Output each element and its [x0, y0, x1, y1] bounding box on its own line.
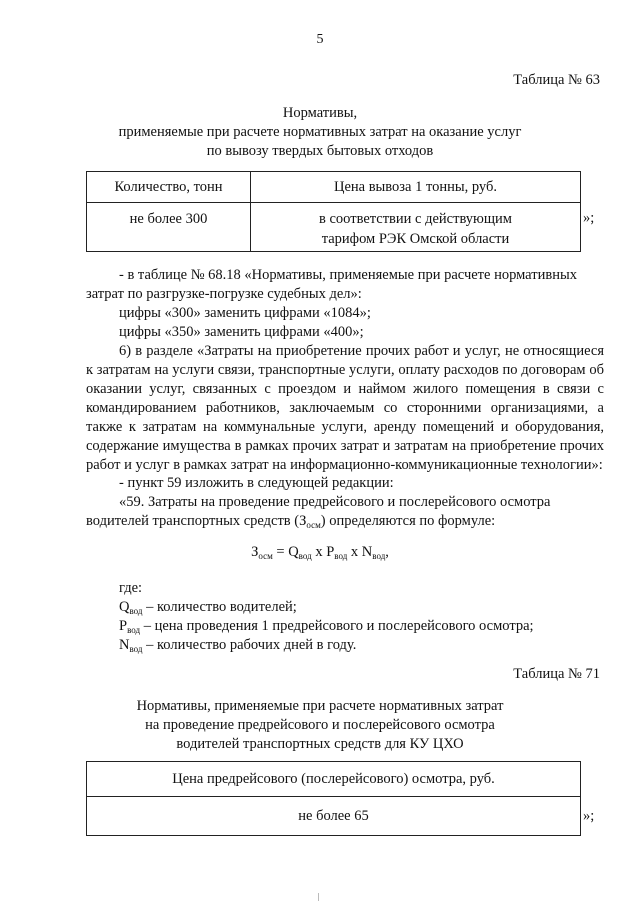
symbol: Q	[119, 599, 130, 615]
para-text: водителей транспортных средств (З	[86, 513, 307, 529]
formula-symbol: = Q	[272, 544, 299, 560]
header-quantity: Количество, тонн	[87, 172, 251, 203]
where-label: где:	[119, 580, 143, 596]
definition: – количество рабочих дней в году.	[142, 637, 357, 653]
para-line: - в таблице № 68.18 «Нормативы, применяемые при расчете нормативных	[119, 267, 577, 283]
title-line: применяемые при расчете нормативных затрат на оказание услуг	[118, 124, 522, 140]
header-price: Цена вывоза 1 тонны, руб.	[251, 172, 581, 203]
title-line: Нормативы, применяемые при расчете нормативных затрат	[136, 698, 504, 714]
definition: – цена проведения 1 предрейсового и послерейсового осмотра;	[140, 618, 534, 634]
symbol: N	[119, 637, 130, 653]
paragraph-table-68-18	[86, 266, 604, 304]
paragraph-item-59: - пункт 59 изложить в следующей редакции:	[119, 475, 394, 491]
table-71	[86, 761, 581, 836]
cell-price-text: в соответствии с действующим тарифом РЭК Омской области	[319, 211, 512, 247]
formula	[0, 544, 640, 561]
cell-exam-price: не более 65	[87, 797, 581, 836]
where-n	[86, 636, 604, 659]
title-line: на проведение предрейсового и послерейсового осмотра	[145, 717, 495, 733]
table-71-label: Таблица № 71	[513, 666, 600, 682]
table-row	[87, 797, 581, 836]
formula-symbol: З	[251, 544, 259, 560]
subscript: вод	[298, 551, 312, 561]
formula-symbol: x Р	[311, 544, 335, 560]
table-63-label: Таблица № 63	[513, 72, 600, 88]
paragraph-59-text	[86, 493, 604, 535]
subscript: вод	[129, 606, 143, 616]
formula-symbol: ,	[385, 544, 389, 560]
para-line: затрат по разгрузке-погрузке судебных дел»:	[86, 286, 362, 302]
paragraph-replace-350: цифры «350» заменить цифрами «400»;	[119, 324, 364, 340]
cell-price	[251, 203, 581, 252]
symbol: Р	[119, 618, 128, 634]
table-header-row	[87, 172, 581, 203]
table-63-title	[100, 104, 540, 161]
subscript: вод	[127, 625, 141, 635]
table-row	[87, 203, 581, 252]
subscript: вод	[372, 551, 386, 561]
table-71-closer: »;	[583, 808, 595, 824]
table-header-row	[87, 762, 581, 797]
para-line: «59. Затраты на проведение предрейсового и послерейсового осмотра	[119, 494, 551, 510]
table-63-closer: »;	[583, 210, 595, 226]
paragraph-replace-300: цифры «300» заменить цифрами «1084»;	[119, 305, 371, 321]
title-line: Нормативы,	[282, 105, 358, 121]
title-line: по вывозу твердых бытовых отходов	[206, 143, 434, 159]
subscript: осм	[258, 551, 273, 561]
formula-symbol: x N	[347, 544, 373, 560]
subscript: вод	[334, 551, 348, 561]
scan-mark	[318, 893, 319, 901]
header-exam-price: Цена предрейсового (послерейсового) осмотра, руб.	[87, 762, 581, 797]
title-line: водителей транспортных средств для КУ ЦХО	[176, 736, 464, 752]
subscript: вод	[129, 644, 143, 654]
subscript: осм	[306, 520, 321, 530]
paragraph-section-6: 6) в разделе «Затраты на приобретение прочих работ и услуг, не относящиеся к затратам на услуги связи, транспортные услуги, оплату расходов по договорам об оказании услуг, связанных с проездом и наймом жилого помещения в связи с командированием работников, заключаемым со сторонними организациями, а также к затратам на коммунальные услуги, аренду помещений и оборудования, содержание имущества в рамках прочих затрат и затратам на приобретение прочих работ и услуг в рамках затрат на информационно-коммуникационные технологии»:	[86, 343, 604, 473]
para-text: ) определяются по формуле:	[320, 513, 496, 529]
cell-quantity: не более 300	[87, 203, 251, 252]
definition: – количество водителей;	[142, 599, 297, 615]
page-number: 5	[316, 32, 324, 47]
table-71-title	[100, 697, 540, 754]
table-63	[86, 171, 581, 252]
